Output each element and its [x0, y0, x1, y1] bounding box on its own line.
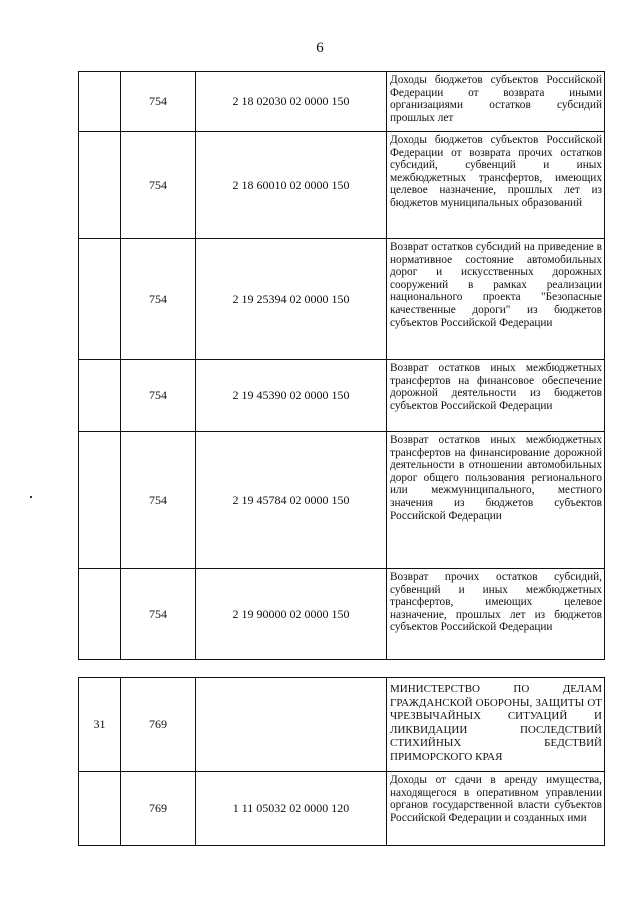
table-row: [79, 678, 605, 772]
admin-code-cell: 754: [121, 569, 196, 660]
row-number-cell: [79, 239, 121, 360]
admin-code-cell: 769: [121, 772, 196, 846]
revenue-code-cell: [196, 678, 387, 772]
revenue-code-cell: 2 19 25394 02 0000 150: [196, 239, 387, 360]
row-number-cell: [79, 772, 121, 846]
revenue-table-top: [78, 71, 605, 660]
revenue-table-bottom: [78, 677, 605, 846]
description-cell: Доходы от сдачи в аренду имущества, находящегося в оперативном управлении органов государственной власти субъектов Российской Федерации и созданных ими: [387, 772, 605, 846]
table-row: [79, 360, 605, 432]
table-row: [79, 569, 605, 660]
row-number-cell: [79, 72, 121, 132]
admin-code-cell: 754: [121, 72, 196, 132]
ministry-title-cell: МИНИСТЕРСТВО ПО ДЕЛАМ ГРАЖДАНСКОЙ ОБОРОНЫ, ЗАЩИТЫ ОТ ЧРЕЗВЫЧАЙНЫХ СИТУАЦИЙ И ЛИКВИДАЦИИ ПОСЛЕДСТВИЙ СТИХИЙНЫХ БЕДСТВИЙ ПРИМОРСКОГО КРАЯ: [387, 678, 605, 772]
page-number: 6: [316, 40, 324, 56]
row-number-cell: [79, 360, 121, 432]
revenue-code-cell: 2 19 45390 02 0000 150: [196, 360, 387, 432]
admin-code-cell: 754: [121, 360, 196, 432]
description-cell: Возврат остатков иных межбюджетных трансфертов на финансовое обеспечение дорожной деятельности из бюджетов субъектов Российской Федерации: [387, 360, 605, 432]
table-row: [79, 772, 605, 846]
description-cell: Доходы бюджетов субъектов Российской Федерации от возврата иными организациями остатков субсидий прошлых лет: [387, 72, 605, 132]
admin-code-cell: 769: [121, 678, 196, 772]
table-row: [79, 239, 605, 360]
admin-code-cell: 754: [121, 432, 196, 569]
row-number-cell: [79, 132, 121, 239]
revenue-code-cell: 2 18 02030 02 0000 150: [196, 72, 387, 132]
admin-code-cell: 754: [121, 239, 196, 360]
admin-code-cell: 754: [121, 132, 196, 239]
row-number-cell: [79, 432, 121, 569]
revenue-code-cell: 1 11 05032 02 0000 120: [196, 772, 387, 846]
row-number-cell: [79, 569, 121, 660]
table-row: [79, 132, 605, 239]
table-row: [79, 432, 605, 569]
table-row: [79, 72, 605, 132]
revenue-code-cell: 2 19 45784 02 0000 150: [196, 432, 387, 569]
description-cell: Возврат остатков субсидий на приведение в нормативное состояние автомобильных дорог и искусственных дорожных сооружений в рамках реализации национального проекта "Безопасные качественные дороги" из бюджетов субъектов Российской Федерации: [387, 239, 605, 360]
description-cell: Возврат остатков иных межбюджетных трансфертов на финансирование дорожной деятельности в отношении автомобильных дорог общего пользования регионального или межмуниципального, местного значения из бюджетов субъектов Российской Федерации: [387, 432, 605, 569]
scan-speck: [30, 496, 32, 498]
row-number-cell: 31: [79, 678, 121, 772]
description-cell: Возврат прочих остатков субсидий, субвенций и иных межбюджетных трансфертов, имеющих целевое назначение, прошлых лет из бюджетов субъектов Российской Федерации: [387, 569, 605, 660]
description-cell: Доходы бюджетов субъектов Российской Федерации от возврата прочих остатков субсидий, субвенций и иных межбюджетных трансфертов, имеющих целевое назначение, прошлых лет из бюджетов муниципальных образований: [387, 132, 605, 239]
revenue-code-cell: 2 18 60010 02 0000 150: [196, 132, 387, 239]
revenue-code-cell: 2 19 90000 02 0000 150: [196, 569, 387, 660]
